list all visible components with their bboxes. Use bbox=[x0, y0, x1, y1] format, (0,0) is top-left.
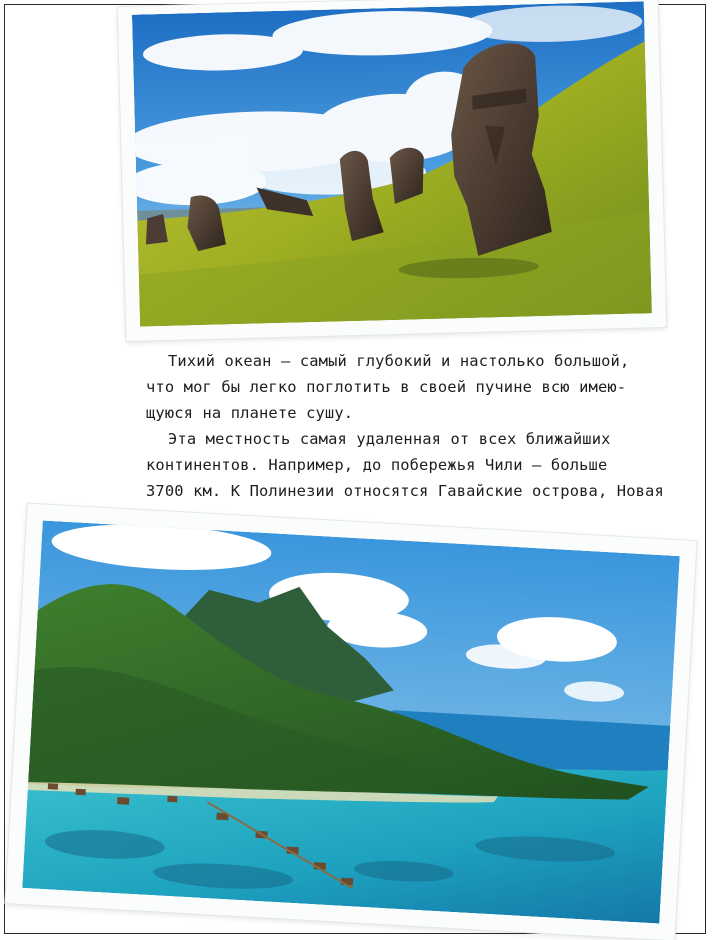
paragraph-1-line-3: щуюся на планете сушу. bbox=[146, 404, 354, 422]
paragraph-2-line-1: Эта местность самая удаленная от всех ближайших bbox=[168, 430, 611, 448]
paragraph-1-line-1: Тихий океан – самый глубокий и настолько большой, bbox=[168, 352, 630, 370]
paragraph-2-line-3: 3700 км. К Полинезии относятся Гавайские острова, Новая bbox=[146, 482, 664, 500]
moai-photo bbox=[132, 1, 652, 326]
paragraph-1-line-2: что мог бы легко поглотить в своей пучине всю имею- bbox=[146, 378, 627, 396]
moai-photo-frame bbox=[118, 0, 667, 341]
lagoon-photo bbox=[22, 520, 680, 923]
lagoon-photo-frame bbox=[5, 504, 696, 940]
paragraph-2-line-2: континентов. Например, до побережья Чили – больше bbox=[146, 456, 608, 474]
body-text bbox=[146, 348, 666, 504]
